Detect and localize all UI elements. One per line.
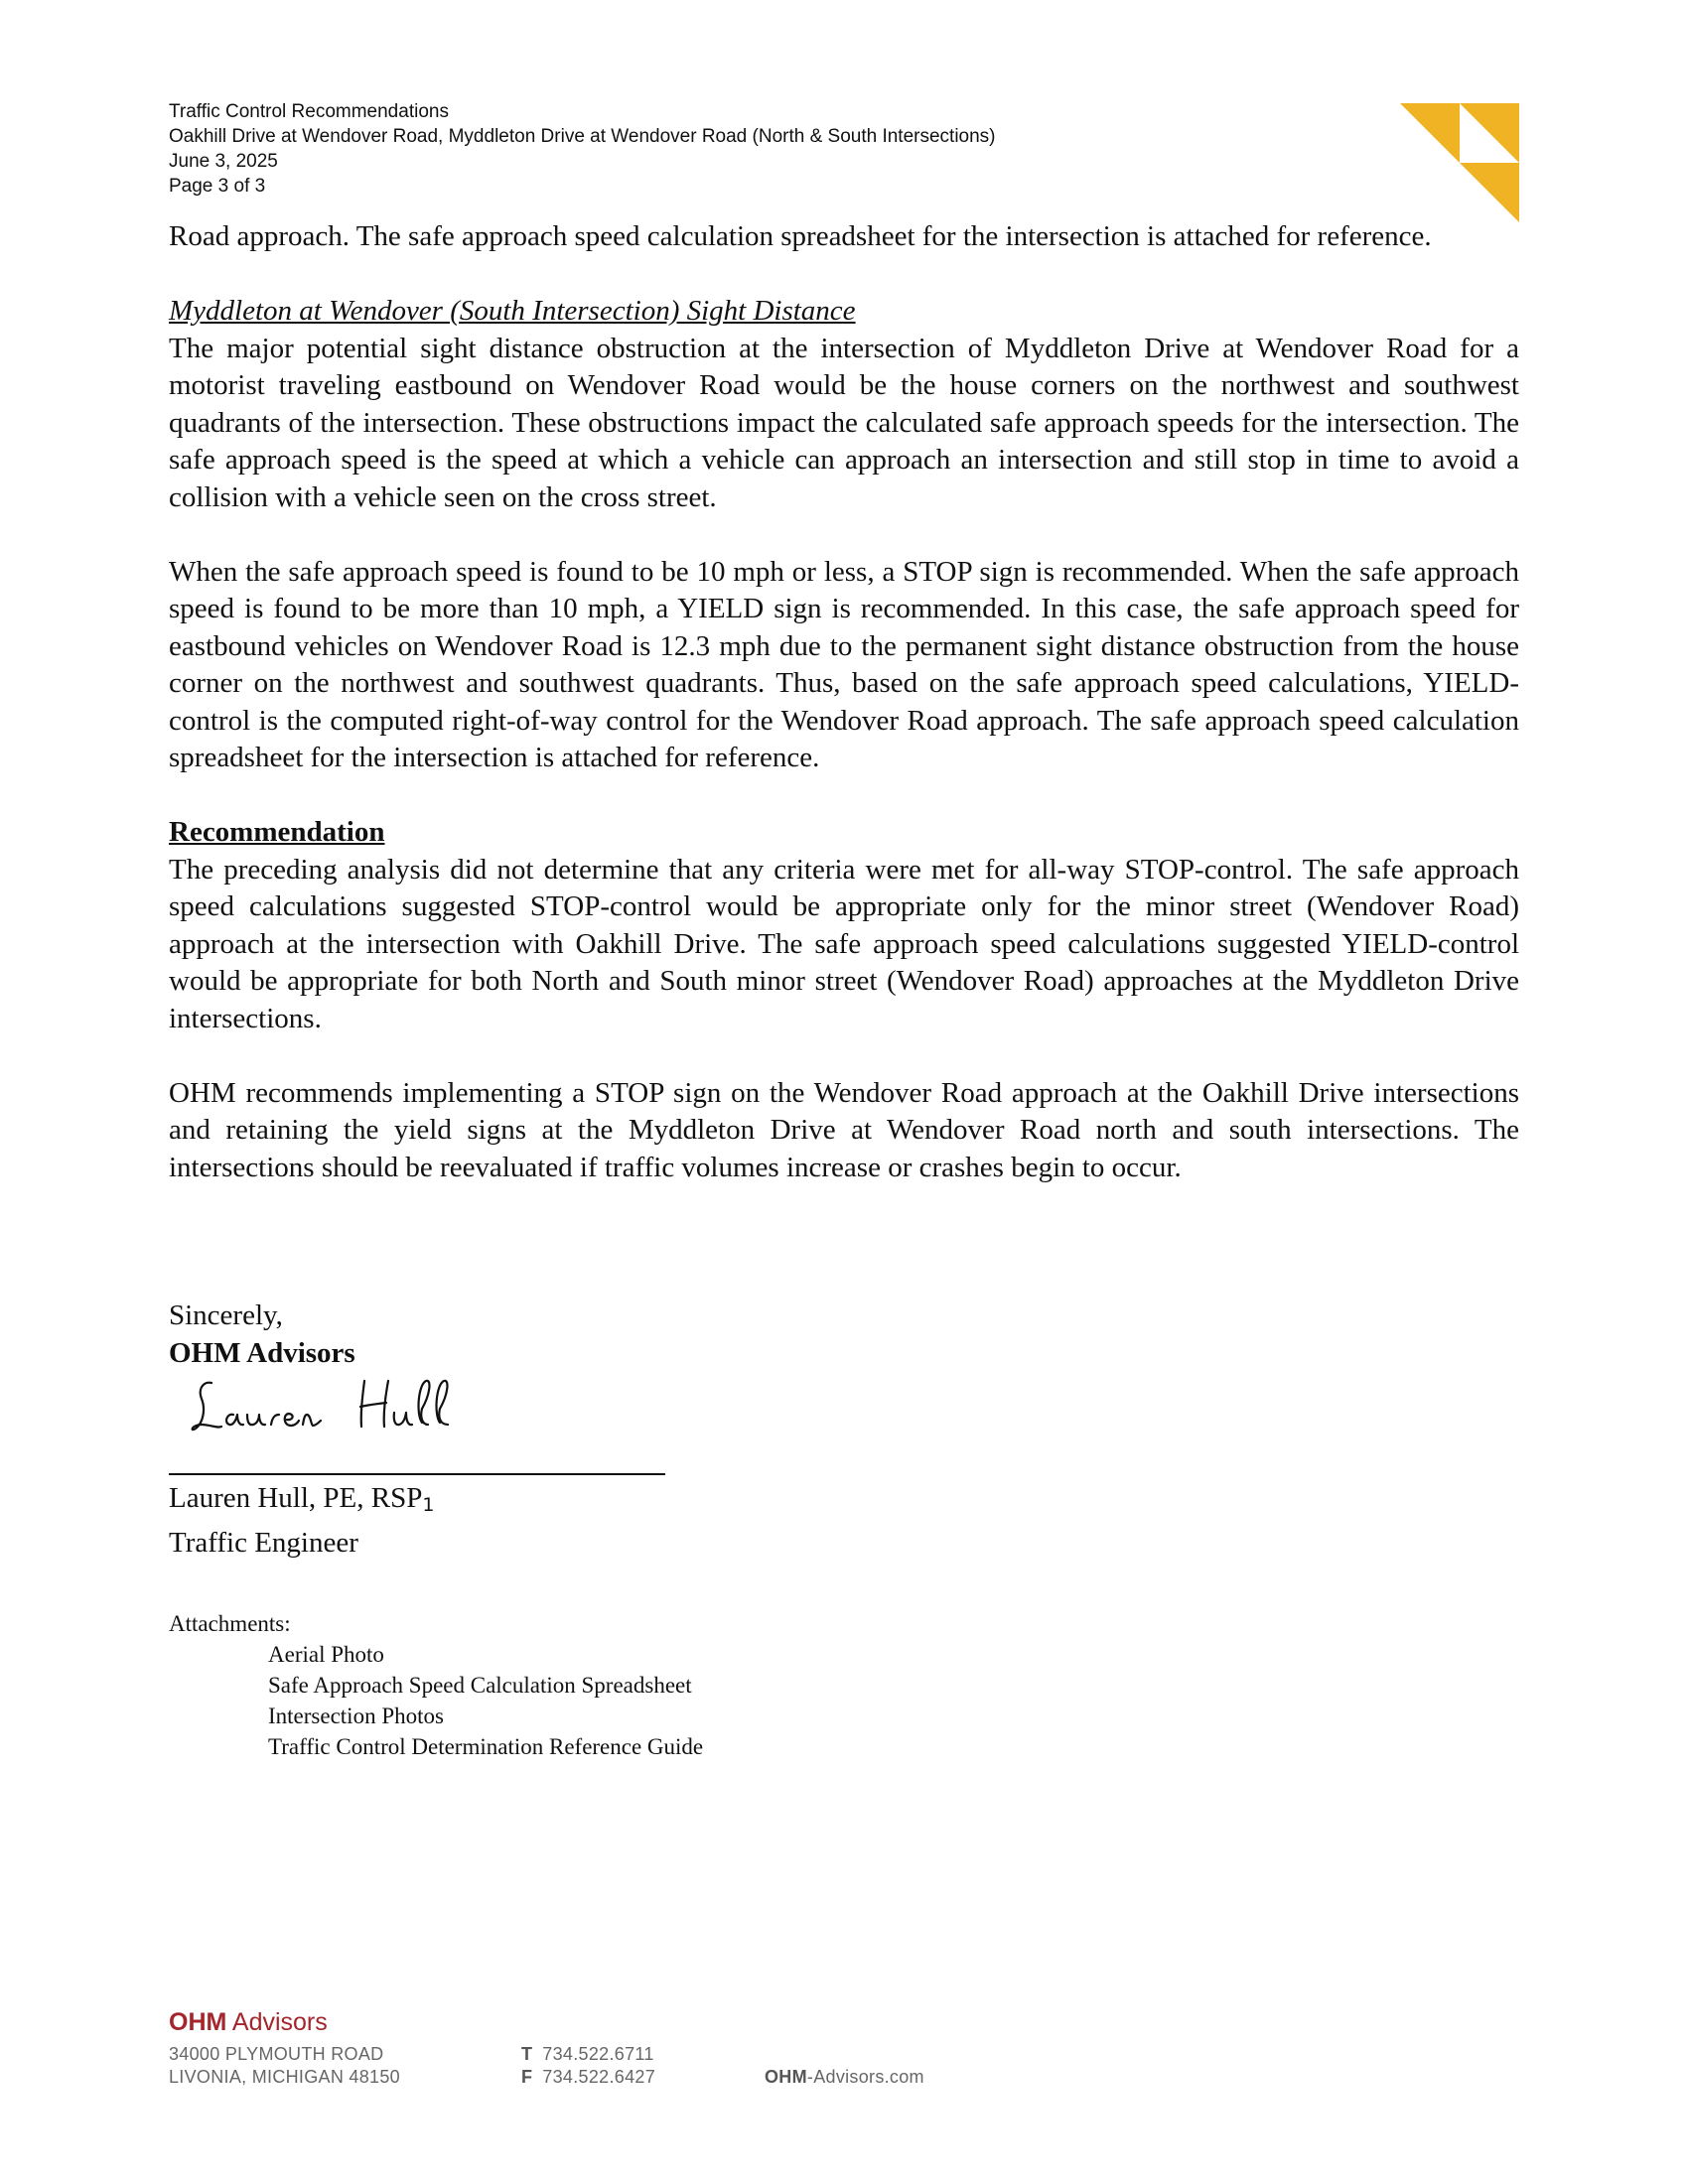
footer-brand-rest: Advisors [226,2008,328,2036]
letter-body [169,218,1519,1186]
footer-phone: 734.522.6711 [542,2044,654,2064]
header-page-number: Page 3 of 3 [169,176,266,197]
signer-title: Traffic Engineer [169,1526,358,1559]
header-date: June 3, 2025 [169,151,278,172]
signer-name-line [169,1480,434,1525]
sight-distance-heading: Myddleton at Wendover (South Intersection) Sight Distance [169,295,856,327]
footer-phone-line [521,2043,655,2066]
sight-distance-paragraph-2: When the safe approach speed is found to be 10 mph or less, a STOP sign is recommended. When the safe approach speed is found to be more than 10 mph, a YIELD sign is recommended. In this case, the safe approach speed for eastbound vehicles on Wendover Road is 12.3 mph due to the permanent sight distance obstruction from the house corner on the northwest and southwest quadrants. Thus, based on the safe approach speed calculations, YIELD-control is the computed right-of-way control for the Wendover Road approach. The safe approach speed calculation spreadsheet for the intersection is attached for reference. [169,555,1519,773]
footer-fax-line [521,2066,655,2089]
footer-website[interactable] [765,2066,924,2089]
footer-address [169,2043,400,2089]
footer-web-bold: OHM [765,2067,807,2087]
footer-brand [169,2007,328,2037]
attachments [169,1608,703,1762]
attachments-list [169,1639,703,1762]
footer-brand-bold: OHM [169,2008,227,2036]
page-header [169,99,996,199]
signer-name: Lauren Hull, PE, RSP [169,1482,423,1514]
header-title: Traffic Control Recommendations [169,101,449,122]
footer-web-rest: -Advisors.com [806,2067,924,2087]
handwritten-signature [184,1375,472,1444]
firm-name: OHM Advisors [169,1336,355,1369]
page-footer [169,2007,924,2087]
recommendation-paragraph-1: The preceding analysis did not determine that any criteria were met for all-way STOP-control. The safe approach speed calculations suggested STOP-control would be appropriate only for the minor street (Wendover Road) approach at the intersection with Oakhill Drive. The safe approach speed calculations suggested YIELD-control would be appropriate for both North and South minor street (Wendover Road) approaches at the Myddleton Drive intersections. [169,853,1519,1034]
footer-address-line2: LIVONIA, MICHIGAN 48150 [169,2067,400,2087]
attachment-item: Aerial Photo [268,1642,384,1667]
footer-contact [521,2043,655,2089]
signer-subscript: 1 [422,1494,435,1516]
footer-fax: 734.522.6427 [542,2067,656,2087]
signer-block [169,1480,434,1562]
continuation-paragraph: Road approach. The safe approach speed calculation spreadsheet for the intersection is attached for reference. [169,220,1432,252]
recommendation-heading: Recommendation [169,816,385,848]
header-subject: Oakhill Drive at Wendover Road, Myddleton Drive at Wendover Road (North & South Intersections) [169,126,996,147]
footer-phone-label: T [521,2044,533,2064]
footer-address-line1: 34000 PLYMOUTH ROAD [169,2044,384,2064]
sight-distance-paragraph-1: The major potential sight distance obstruction at the intersection of Myddleton Drive at Wendover Road for a motorist traveling eastbound on Wendover Road would be the house corners on the northwest and southwest quadrants of the intersection. These obstructions impact the calculated safe approach speeds for the intersection. The safe approach speed is the speed at which a vehicle can approach an intersection and still stop in time to avoid a collision with a vehicle seen on the cross street. [169,332,1519,513]
closing: Sincerely, [169,1299,283,1331]
ohm-logo-icon [1400,103,1519,222]
attachment-item: Safe Approach Speed Calculation Spreadsheet [268,1673,692,1698]
signature-line [169,1473,665,1475]
attachment-item: Intersection Photos [268,1704,444,1728]
attachments-label: Attachments: [169,1611,291,1636]
recommendation-paragraph-2: OHM recommends implementing a STOP sign on the Wendover Road approach at the Oakhill Drive intersections and retaining the yield signs at the Myddleton Drive at Wendover Road north and south intersections. The intersections should be reevaluated if traffic volumes increase or crashes begin to occur. [169,1076,1519,1183]
attachment-item: Traffic Control Determination Reference Guide [268,1734,704,1759]
footer-fax-label: F [521,2067,533,2087]
signoff [169,1297,355,1372]
